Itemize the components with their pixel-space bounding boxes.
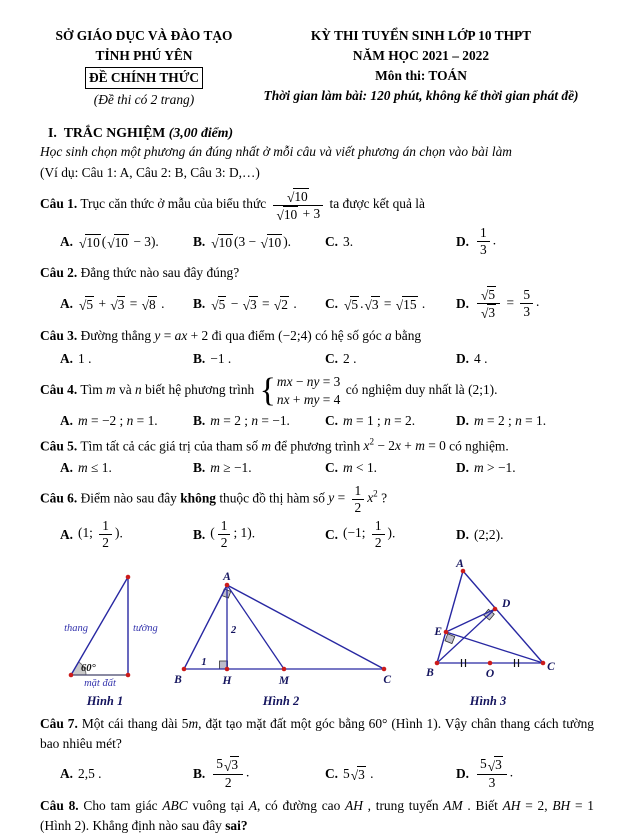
document-header [40, 26, 594, 110]
option-value: 2 . [343, 350, 357, 366]
section-points: (3,00 điểm) [168, 125, 234, 141]
label-A: A [223, 570, 231, 583]
option-label: D. [456, 765, 470, 781]
option-value: m = 1 ; n = 2. [343, 413, 416, 429]
q2-option-c [325, 294, 456, 313]
vertex-dot [126, 673, 131, 678]
q7-option-d [456, 756, 594, 791]
question-5 [40, 436, 594, 478]
option-label: B. [193, 295, 206, 311]
question-1-stem: Câu 1. Trục căn thức ở mẫu của biểu thức √ 10 √ 10 + 3 ta được kết quả là [40, 188, 425, 224]
figure-2-block [170, 571, 392, 709]
vertex-dot-B [182, 667, 187, 672]
vertex-dot [69, 673, 74, 678]
q5-option-d [456, 458, 594, 477]
question-4 [40, 373, 594, 431]
q2-option-a [60, 294, 193, 313]
label-E: E [434, 625, 442, 638]
foot-dot-E [444, 630, 449, 635]
option-label: B. [193, 234, 206, 250]
option-value: 3. [343, 234, 354, 250]
header-left-block [40, 26, 248, 110]
option-label: C. [325, 460, 339, 476]
figure-3-block [408, 559, 568, 709]
option-value: m > −1. [474, 460, 516, 476]
option-label: C. [325, 526, 339, 542]
question-4-options [60, 411, 594, 430]
label-B: B [174, 673, 182, 686]
option-value: ( $\frac{1}{2}$ ; 1). [210, 517, 256, 550]
figure-2-right-triangle [170, 571, 392, 689]
option-value: 5 √ 3 . [343, 765, 374, 784]
right-angle-mark-E [445, 634, 455, 644]
option-value: (2;2). [474, 526, 504, 542]
option-value: m ≤ 1. [78, 460, 112, 476]
option-value: m = −2 ; n = 1. [78, 413, 158, 429]
figure-3-triangle-altitudes [408, 559, 568, 689]
exam-type-box-wrap [40, 66, 248, 90]
segment-1-label: 1 [201, 656, 207, 668]
q5-option-c [325, 458, 456, 477]
side-AB [437, 571, 463, 663]
label-B: B [426, 666, 434, 679]
figure-1-ladder-triangle [40, 571, 170, 689]
figure-1-block [40, 571, 170, 709]
option-label: D. [456, 350, 470, 366]
province-name: TỈNH PHÚ YÊN [95, 48, 193, 64]
department-name: SỞ GIÁO DỤC VÀ ĐÀO TẠO [55, 28, 233, 43]
option-value: m = 2 ; n = 1. [474, 413, 547, 429]
option-label: A. [60, 413, 74, 429]
option-value: 5 √ 3 2 . [210, 756, 249, 791]
option-value: √ 5 √ 3 = $\frac{5}{3}$ . [474, 285, 539, 321]
q1-option-c [325, 232, 456, 251]
section-instruction: Học sinh chọn một phương án đúng nhất ở mỗi câu và viết phương án chọn vào bài làm [40, 144, 512, 160]
vertex-dot-A [225, 583, 230, 588]
question-8 [40, 796, 594, 836]
subject-line: Môn thi: TOÁN [375, 68, 467, 84]
option-label: D. [456, 234, 470, 250]
option-label: A. [60, 350, 74, 366]
option-value: √ 10 (3 − √ 10 ). [211, 234, 292, 252]
option-value: m < 1. [343, 460, 378, 476]
vertex-dot [126, 575, 131, 580]
question-8-stem: Câu 8. Cho tam giác ABC vuông tại A, có đường cao AH , trung tuyến AM . Biết AH = 2, BH = 1 (Hình 2). Khẳng định nào sau đây sai? [40, 797, 594, 833]
exam-title: KỲ THI TUYỂN SINH LỚP 10 THPT [310, 28, 532, 43]
q5-option-a [60, 458, 193, 477]
option-value: 5 √ 3 3 . [474, 756, 513, 791]
question-3-options [60, 349, 594, 368]
option-label: C. [325, 765, 339, 781]
question-3 [40, 326, 594, 368]
q4-option-c [325, 411, 456, 430]
section-example: (Ví dụ: Câu 1: A, Câu 2: B, Câu 3: D,…) [40, 164, 260, 180]
question-7-stem: Câu 7. Một cái thang dài 5m, đặt tạo mặt đất một góc bằng 60° (Hình 1). Vậy chân thang cách tường bao nhiêu mét? [40, 715, 595, 751]
side-AC [227, 585, 384, 669]
option-value: √ 5 − √ 3 = √ 2 . [211, 295, 297, 314]
label-A: A [456, 558, 464, 570]
option-label: A. [60, 234, 74, 250]
q5-option-b [193, 458, 325, 477]
option-value: √ 5 + √ 3 = √ 8 . [79, 295, 165, 314]
label-D: D [502, 597, 511, 610]
question-2 [40, 263, 594, 321]
segment-2-label: 2 [231, 624, 237, 636]
figures-row [40, 559, 594, 709]
option-value: (−1; $\frac{1}{2}$ ). [343, 517, 396, 550]
q2-option-b [193, 294, 325, 313]
altitude-BD [437, 609, 495, 663]
header-right-block [248, 26, 594, 110]
option-label: A. [60, 460, 74, 476]
q3-option-d [456, 349, 594, 368]
option-label: C. [325, 234, 339, 250]
q3-option-a [60, 349, 193, 368]
question-7 [40, 714, 594, 791]
option-label: B. [193, 460, 206, 476]
label-C: C [547, 660, 555, 673]
section-title: TRẮC NGHIỆM [63, 125, 166, 141]
option-value: m = 2 ; n = −1. [210, 413, 290, 429]
option-label: C. [325, 413, 339, 429]
option-label: C. [325, 295, 339, 311]
side-AC [463, 571, 543, 663]
pages-note: (Đề thi có 2 trang) [93, 92, 195, 108]
q3-option-c [325, 349, 456, 368]
foot-dot-D [493, 607, 498, 612]
question-6-stem: Câu 6. Điểm nào sau đây không thuộc đồ thị hàm số y = $\frac{1}{2}$ $x^2$ ? [40, 482, 388, 515]
q3-option-b [193, 349, 325, 368]
figure-3-caption: Hình 3 [469, 693, 507, 708]
option-value: √ 5 . √ 3 = √ 15 . [344, 295, 426, 314]
option-value: √ 10 ( √ 10 − 3). [79, 234, 159, 252]
option-label: C. [325, 350, 339, 366]
option-label: D. [456, 295, 470, 311]
q1-option-a [60, 232, 193, 251]
vertex-dot-B [435, 661, 440, 666]
label-O: O [485, 667, 495, 680]
q7-option-b [193, 756, 325, 791]
question-5-stem: Câu 5. Tìm tất cả các giá trị của tham số m để phương trình $x^2 - 2x + m = 0$ có nghiệm. [40, 436, 509, 454]
duration-line: Thời gian làm bài: 120 phút, không kể thời gian phát đề) [263, 88, 579, 104]
option-label: A. [60, 295, 74, 311]
option-label: D. [456, 526, 470, 542]
section-heading [48, 125, 594, 141]
option-label: D. [456, 460, 470, 476]
label-H: H [222, 674, 232, 687]
q4-option-a [60, 411, 193, 430]
altitude-CE [446, 632, 543, 663]
wall-label: tường [133, 622, 158, 634]
q6-option-c [325, 518, 456, 551]
question-7-options [60, 756, 594, 791]
q1-option-d [456, 225, 594, 258]
section-number: I. [48, 125, 57, 141]
vertex-dot-M [282, 667, 287, 672]
option-value: $\frac{1}{3}$ . [474, 225, 496, 258]
label-C: C [383, 673, 391, 686]
figure-2-caption: Hình 2 [262, 693, 300, 708]
q6-option-a [60, 518, 193, 551]
option-label: A. [60, 526, 74, 542]
question-6-options [60, 518, 594, 551]
q6-option-d [456, 525, 594, 544]
q1-option-b [193, 232, 325, 251]
option-label: B. [193, 526, 206, 542]
angle-60-label: 60° [81, 662, 96, 674]
option-label: A. [60, 765, 74, 781]
q6-option-b [193, 518, 325, 551]
school-year: NĂM HỌC 2021 – 2022 [352, 48, 490, 64]
q7-option-a [60, 764, 193, 783]
ladder-label: thang [64, 622, 88, 634]
ground-label: mặt đất [84, 677, 116, 689]
question-2-options [60, 285, 594, 321]
option-value: m ≥ −1. [210, 460, 252, 476]
label-M: M [278, 674, 290, 687]
vertex-dot-C [382, 667, 387, 672]
question-2-stem: Câu 2. Đẳng thức nào sau đây đúng? [40, 265, 240, 281]
option-value: 2,5 . [78, 765, 102, 781]
vertex-dot-C [541, 661, 546, 666]
option-label: B. [193, 413, 206, 429]
question-6 [40, 483, 594, 551]
option-value: (1; $\frac{1}{2}$ ). [78, 517, 123, 550]
q2-option-d [456, 285, 594, 321]
option-label: B. [193, 765, 206, 781]
question-5-options [60, 458, 594, 477]
question-3-stem: Câu 3. Đường thẳng y = ax + 2 đi qua điểm (−2;4) có hệ số góc a bằng [40, 328, 422, 344]
question-4-stem: Câu 4. Tìm m và n biết hệ phương trình { mx − ny = 3 nx + my = 4 có nghiệm duy nhất là (2;1). [40, 371, 498, 409]
q4-option-d [456, 411, 594, 430]
vertex-dot-H [225, 667, 230, 672]
exam-type-badge: ĐỀ CHÍNH THỨC [85, 67, 203, 89]
figure-1-caption: Hình 1 [86, 693, 124, 708]
option-value: −1 . [210, 350, 232, 366]
option-value: 1 . [78, 350, 92, 366]
q4-option-b [193, 411, 325, 430]
question-1 [40, 187, 594, 258]
option-label: B. [193, 350, 206, 366]
option-value: 4 . [474, 350, 488, 366]
segment-ED [446, 609, 495, 632]
midpoint-dot-O [488, 661, 493, 666]
question-1-options [60, 225, 594, 258]
option-label: D. [456, 413, 470, 429]
q7-option-c [325, 764, 456, 783]
